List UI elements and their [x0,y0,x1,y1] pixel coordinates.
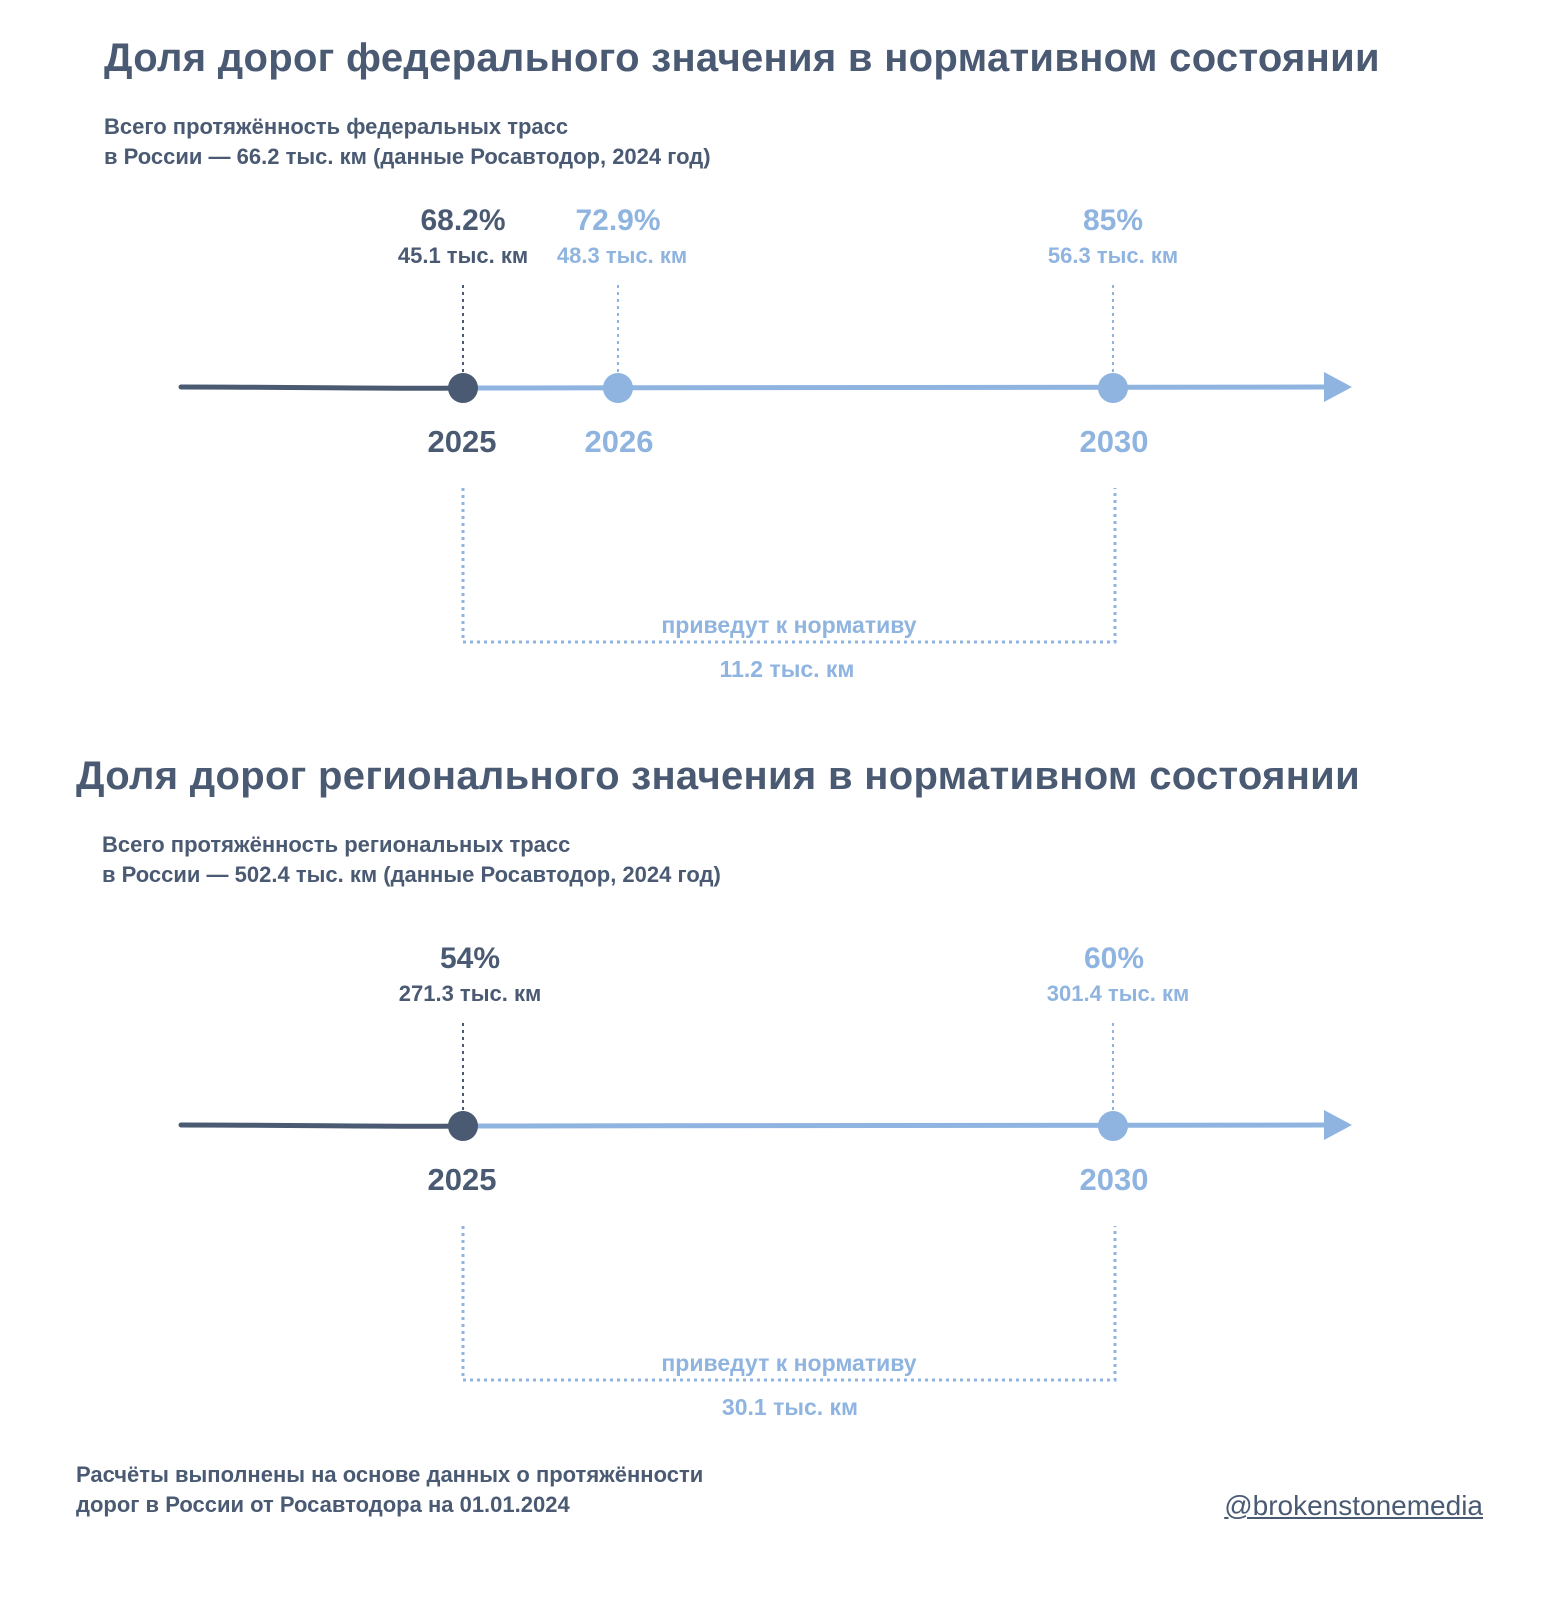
regional-axis-arrowhead [1324,1110,1352,1140]
federal-2025-marker [448,373,478,403]
federal-2026-marker [603,373,633,403]
regional-chart-title: Доля дорог регионального значения в нормативном состоянии [76,754,1360,798]
regional-subtitle-line2: в России — 502.4 тыс. км (данные Росавтодор, 2024 год) [102,862,721,887]
federal-2026-km: 48.3 тыс. км [556,243,688,268]
federal-year-2026: 2026 [584,424,654,459]
regional-year-2030: 2030 [1079,1162,1149,1197]
federal-2026-percent: 72.9% [575,204,661,237]
regional-bracket-value: 30.1 тыс. км [721,1394,859,1420]
author-handle-link[interactable]: @brokenstonemedia [1224,1490,1483,1521]
federal-axis-past [181,387,463,388]
regional-subtitle-line1: Всего протяжённость региональных трасс [102,832,571,857]
regional-2030-percent: 60% [1083,942,1145,975]
regional-year-2025: 2025 [427,1162,497,1197]
federal-year-2025: 2025 [427,424,497,459]
federal-subtitle-line2: в России — 66.2 тыс. км (данные Росавтодор, 2024 год) [104,144,711,169]
federal-bracket-label: приведут к нормативу [661,612,917,638]
footer-note [76,1460,703,1520]
regional-2025-km: 271.3 тыс. км [398,981,542,1006]
footer-note-line1: Расчёты выполнены на основе данных о протяжённости [76,1462,704,1487]
regional-axis-past [181,1125,463,1126]
footer-note-line2: дорог в России от Росавтодора на 01.01.2024 [76,1492,570,1517]
federal-subtitle [104,112,711,172]
federal-year-2030: 2030 [1079,424,1149,459]
federal-timeline [0,280,1563,660]
federal-2030-km: 56.3 тыс. км [1047,243,1179,268]
federal-2030-marker [1098,373,1128,403]
regional-subtitle [102,830,721,890]
regional-2030-km: 301.4 тыс. км [1046,981,1190,1006]
regional-bracket-label: приведут к нормативу [661,1350,917,1376]
federal-axis-future [463,387,1325,388]
federal-subtitle-line1: Всего протяжённость федеральных трасс [104,114,569,139]
regional-2030-marker [1098,1111,1128,1141]
regional-timeline [0,1018,1563,1398]
federal-2030-percent: 85% [1082,204,1144,237]
federal-2025-percent: 68.2% [420,204,506,237]
regional-2025-marker [448,1111,478,1141]
federal-bracket-value: 11.2 тыс. км [719,656,855,682]
federal-chart-title: Доля дорог федерального значения в нормативном состоянии [104,36,1380,80]
regional-axis-future [463,1125,1325,1126]
regional-2025-percent: 54% [439,942,501,975]
federal-2025-km: 45.1 тыс. км [397,243,529,268]
federal-axis-arrowhead [1324,372,1352,402]
